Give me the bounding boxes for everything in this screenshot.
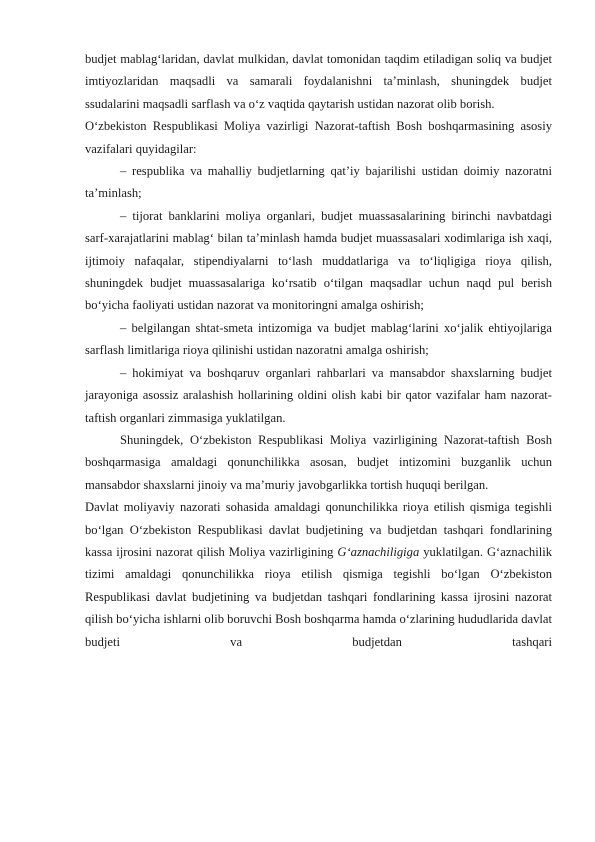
text-line: Shuningdek, O‘zbekiston Respublikasi Moliya vazirligining Nazorat-taftish <box>120 432 520 447</box>
text-line: – respublika va mahalliy budjetlarning qat’iy bajarilishi ustidan doimiy <box>120 164 500 179</box>
text-line: budjet ssudalarini maqsadli sarflash va o‘z vaqtida qaytarish ustidan nazorat olib <box>85 74 552 111</box>
text-line: ham nazorat-taftish organlari zimmasiga yuklatilgan. <box>85 388 552 425</box>
paragraph-liability <box>85 429 552 496</box>
text-line: yuklatilgan. G‘aznachilik tizimi amaldagi qonunchilikka rioya etilish qismiga <box>85 544 552 582</box>
document-page <box>85 48 552 653</box>
paragraph-treasury <box>85 496 552 653</box>
text-line: – belgilangan shtat-smeta intizomiga va budjet mablag‘larini xo‘jalik <box>120 320 484 335</box>
text-line: to‘liqligiga rioya qilish, shuningdek budjet muassasalariga ko‘rsatib o‘tilgan <box>85 253 552 291</box>
text-line: monitoringni amalga oshirish; <box>272 298 424 313</box>
text-line: budjet mablag‘laridan, davlat mulkidan, davlat tomonidan taqdim etiladigan soliq va <box>85 52 517 66</box>
text-line: – tijorat banklarini moliya organlari, budjet muassasalarining birinchi <box>120 208 491 223</box>
text-line: xodimlariga ish xaqi, ijtimoiy nafaqalar, stipendiyalarni to‘lash muddatlariga va <box>85 231 552 268</box>
text-line: fondlarining kassa ijrosini nazorat qilish Moliya vazirligining <box>85 522 552 559</box>
text-line: O‘zbekiston Respublikasi Moliya vazirligi Nazorat-taftish Bosh boshqarmasining <box>85 119 515 134</box>
treasury-term: G‘aznachiligiga <box>337 544 420 559</box>
text-line: budjet imtiyozlaridan maqsadli va samarali foydalanishni ta’minlash, shuningdek <box>85 52 552 89</box>
text-line: navbatdagi sarf-xarajatlarini mablag‘ bilan ta’minlash hamda budjet muassasalari <box>85 208 552 246</box>
text-line: berilgan. <box>443 477 489 492</box>
text-line: asosiy vazifalari quyidagilar: <box>85 119 552 156</box>
text-line: – hokimiyat va boshqaruv organlari rahbarlari va mansabdor shaxslarning <box>120 365 515 380</box>
text-line: tegishli bo‘lgan O‘zbekiston Respublikasi davlat budjetining va budjetdan tashqari <box>85 567 552 604</box>
paragraph-intro-continuation <box>85 48 552 115</box>
list-item-staff-estimate <box>85 317 552 362</box>
text-line: maqsadlar uchun naqd pul berish bo‘yicha faoliyati ustidan nazorat va <box>85 276 552 313</box>
list-item-authorities <box>85 362 552 429</box>
text-line: borish. <box>459 96 495 111</box>
list-item-bank-monitoring <box>85 205 552 317</box>
text-line: nazoratni ta’minlash; <box>85 164 552 201</box>
text-line: boshqarma hamda o‘zlarining hududlarida davlat budjeti va budjetdan tashqari <box>85 612 552 649</box>
text-line: Davlat moliyaviy nazorati sohasida amaldagi qonunchilikka rioya etilish qismiga <box>85 500 510 515</box>
text-line: fondlarining kassa ijrosini nazorat qilish bo‘yicha ishlarni olib boruvchi Bosh <box>85 589 552 627</box>
paragraph-main-tasks-heading <box>85 115 552 160</box>
text-line: Bosh boshqarmasiga amaldagi qonunchilikka asosan, budjet intizomini buzganlik <box>85 432 552 470</box>
text-line: ehtiyojlariga sarflash limitlariga rioya qilinishi ustidan nazoratni amalga oshirish; <box>85 320 552 358</box>
text-line: uchun mansabdor shaxslarni jinoiy va ma’muriy javobgarlikka tortish huquqi <box>85 455 552 492</box>
list-item-budget-control <box>85 160 552 205</box>
text-line: tegishli bo‘lgan O‘zbekiston Respublikasi davlat budjetining va budjetdan tashqari <box>85 500 553 537</box>
text-line: budjet jarayoniga asossiz aralashish hollarining oldini olish kabi bir qator vazifalar <box>85 365 552 403</box>
